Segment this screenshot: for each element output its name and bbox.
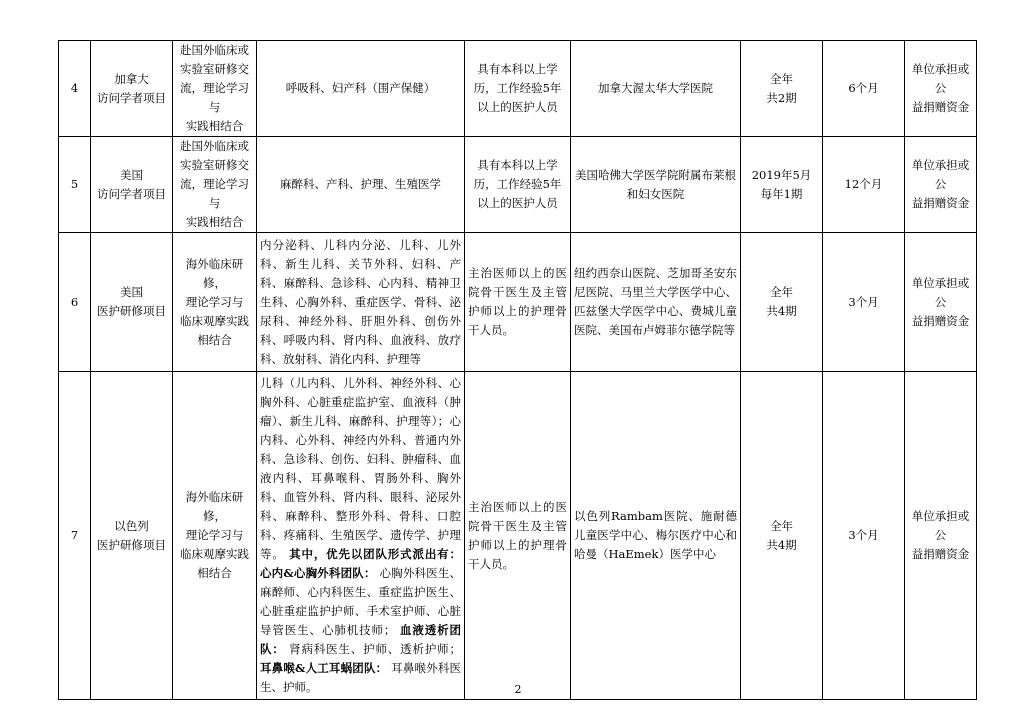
batch-cell <box>741 372 823 700</box>
funding-cell <box>905 233 977 372</box>
institution-cell: 以色列Rambam医院、施耐德儿童医学中心、梅尔医疗中心和哈曼（HaEmek）医学中心 <box>571 372 741 700</box>
requirement-line: 以上的医护人员 <box>477 196 558 210</box>
funding-line: 单位承担或公 <box>911 275 970 309</box>
mode-line: 实践相结合 <box>185 119 244 133</box>
institution-cell: 美国哈佛大学医学院附属布莱根和妇女医院 <box>571 137 741 233</box>
project-name-line: 访问学者项目 <box>97 186 166 201</box>
mode-cell <box>173 372 257 700</box>
requirement-cell: 主治医师以上的医院骨干医生及主管护师以上的护理骨干人员。 <box>465 233 571 372</box>
project-name-cell <box>91 41 173 137</box>
row-number: 7 <box>59 372 91 700</box>
requirement-line: 以上的医护人员 <box>477 100 558 114</box>
specialties-cell: 麻醉科、产科、护理、生殖医学 <box>257 137 465 233</box>
batch-line: 共4期 <box>766 304 797 318</box>
duration-cell: 3个月 <box>823 372 905 700</box>
team-members-cardiac: 心胸外科医生、麻醉师、心内科医生、重症监护医生、心脏重症监护护师、手术室护师、心脏导管医生、心肺机技师； <box>260 566 462 637</box>
batch-cell <box>741 41 823 137</box>
team-members-dialysis: 肾病科医生、护师、透析护师； <box>289 642 462 656</box>
funding-line: 益捐赠资金 <box>911 100 970 114</box>
table-row <box>59 137 977 233</box>
funding-line: 单位承担或公 <box>911 62 970 95</box>
mode-line: 临床观摩实践 <box>180 547 249 561</box>
project-name-cell <box>91 233 173 372</box>
batch-cell <box>741 233 823 372</box>
team-label-dialysis: 血液透析团队： <box>260 623 462 656</box>
mode-line: 实验室研修交 <box>180 158 249 172</box>
project-name-cell <box>91 372 173 700</box>
mode-line: 赴国外临床或 <box>180 43 249 57</box>
team-members-ent: 耳鼻喉外科医生、护师。 <box>260 661 462 694</box>
mode-line: 海外临床研修， <box>185 256 244 290</box>
team-label-ent: 耳鼻喉&人工耳蜗团队： <box>260 661 388 675</box>
mode-line: 理论学习与 <box>185 294 244 309</box>
funding-line: 益捐赠资金 <box>911 196 970 210</box>
requirement-cell <box>465 41 571 137</box>
requirement-line: 历，工作经验5年 <box>473 81 562 95</box>
row-number: 6 <box>59 233 91 372</box>
project-name-line: 访问学者项目 <box>97 90 166 105</box>
requirement-cell <box>465 137 571 233</box>
project-name-line: 美国 <box>120 285 143 299</box>
specialties-cell <box>257 372 465 700</box>
duration-cell: 3个月 <box>823 233 905 372</box>
mode-line: 实验室研修交 <box>180 62 249 76</box>
mode-line: 相结合 <box>197 566 232 580</box>
specialties-intro: 儿科（儿内科、儿外科、神经外科、心胸外科、心脏重症监护室、血液科（肿瘤）、新生儿科、麻醉科、护理等）；心内科、心外科、神经内外科、普通内外科、急诊科、创伤、妇科、肿瘤科、血液内科、耳鼻喉科、胃肠外科、胸外科、血管外科、肾内科、眼科、泌尿外科、麻醉科、整形外科、骨科、口腔科、疼痛科、生殖医学、遗传学、护理等。 <box>260 376 461 561</box>
duration-cell: 12个月 <box>823 137 905 233</box>
funding-line: 益捐赠资金 <box>911 547 970 561</box>
batch-line: 全年 <box>770 71 793 86</box>
institution-cell: 纽约西奈山医院、芝加哥圣安东尼医院、马里兰大学医学中心、匹兹堡大学医学中心、费城儿童医院、美国布卢姆菲尔德学院等 <box>571 233 741 372</box>
project-name-line: 医护研修项目 <box>97 537 166 552</box>
project-name-line: 医护研修项目 <box>97 304 166 318</box>
funding-line: 单位承担或公 <box>911 509 970 542</box>
batch-line: 每年1期 <box>760 186 803 201</box>
project-name-cell <box>91 137 173 233</box>
program-table <box>58 40 977 700</box>
table-row <box>59 372 977 700</box>
requirement-line: 历，工作经验5年 <box>473 177 562 191</box>
table-row <box>59 41 977 137</box>
mode-line: 理论学习与 <box>185 528 244 542</box>
table-row <box>59 233 977 372</box>
mode-cell <box>173 233 257 372</box>
mode-line: 海外临床研修， <box>185 490 244 523</box>
funding-cell <box>905 137 977 233</box>
requirement-line: 具有本科以上学 <box>477 62 558 76</box>
page-number: 2 <box>514 683 522 696</box>
batch-cell <box>741 137 823 233</box>
funding-line: 益捐赠资金 <box>911 313 970 328</box>
row-number: 5 <box>59 137 91 233</box>
project-name-line: 美国 <box>120 167 143 182</box>
requirement-cell: 主治医师以上的医院骨干医生及主管护师以上的护理骨干人员。 <box>465 372 571 700</box>
mode-line: 实践相结合 <box>185 215 244 229</box>
funding-line: 单位承担或公 <box>911 158 970 191</box>
batch-line: 2019年5月 <box>751 167 812 182</box>
mode-cell <box>173 41 257 137</box>
funding-cell <box>905 372 977 700</box>
mode-line: 赴国外临床或 <box>180 139 249 153</box>
project-name-line: 加拿大 <box>114 71 149 86</box>
batch-line: 全年 <box>770 518 793 533</box>
mode-line: 流，理论学习与 <box>180 177 249 210</box>
specialties-cell: 呼吸科、妇产科（围产保健） <box>257 41 465 137</box>
duration-cell: 6个月 <box>823 41 905 137</box>
requirement-line: 具有本科以上学 <box>477 158 558 172</box>
project-name-line: 以色列 <box>114 518 149 533</box>
funding-cell <box>905 41 977 137</box>
mode-cell <box>173 137 257 233</box>
row-number: 4 <box>59 41 91 137</box>
batch-line: 共4期 <box>766 537 797 552</box>
mode-line: 临床观摩实践 <box>180 313 249 328</box>
specialties-cell: 内分泌科、儿科内分泌、儿科、儿外科、新生儿科、关节外科、妇科、产科、麻醉科、急诊科、心内科、精神卫生科、心胸外科、重症医学、骨科、泌尿科、神经外科、肝胆外科、创伤外科、呼吸内科、肾内科、血液科、放疗科、放射科、消化内科、护理等 <box>257 233 465 372</box>
mode-line: 相结合 <box>197 332 232 347</box>
batch-line: 共2期 <box>766 90 797 105</box>
team-label-cardiac: 心内&心胸外科团队： <box>260 566 376 580</box>
institution-cell: 加拿大渥太华大学医院 <box>571 41 741 137</box>
mode-line: 流，理论学习与 <box>180 81 249 114</box>
team-priority-heading: 其中，优先以团队形式派出有： <box>289 547 462 561</box>
batch-line: 全年 <box>770 285 793 299</box>
